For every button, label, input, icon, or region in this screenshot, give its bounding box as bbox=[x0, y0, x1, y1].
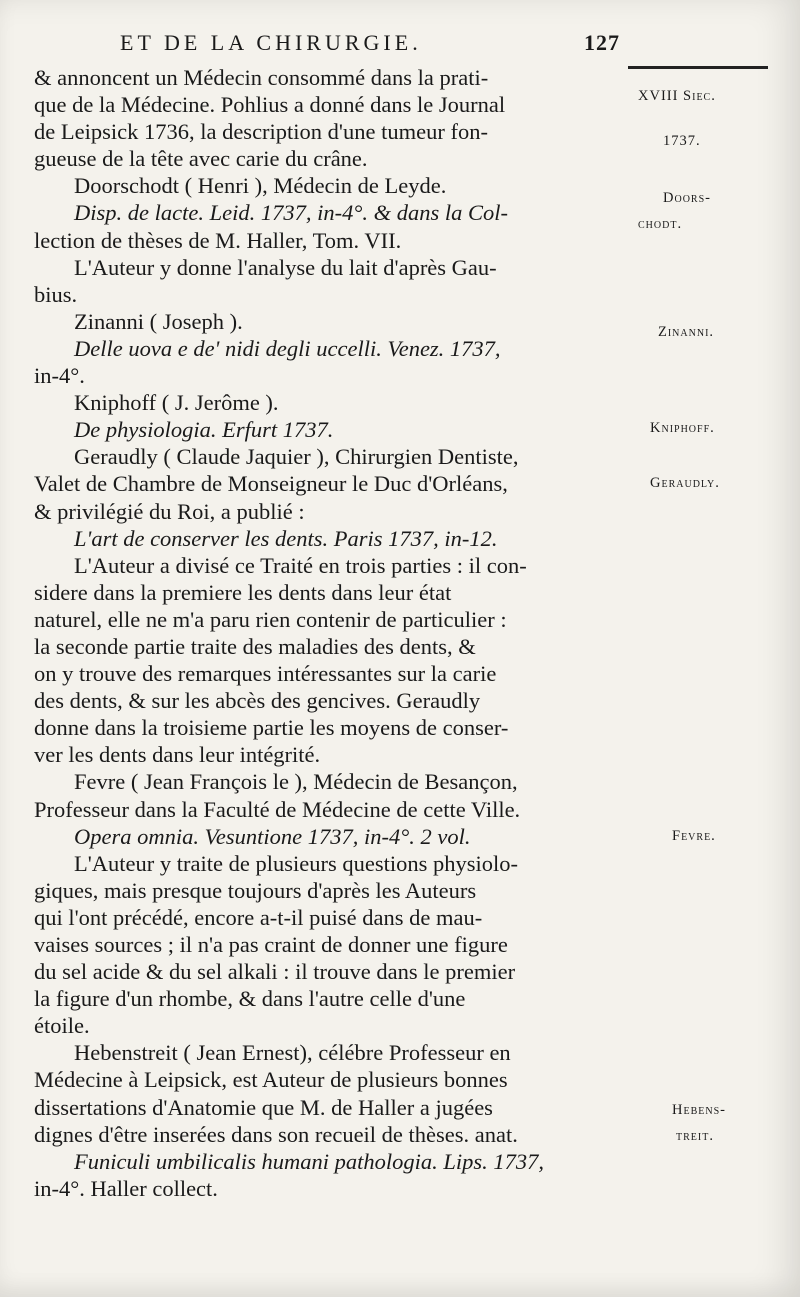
text-line: du sel acide & du sel alkali : il trouve dans le premier bbox=[34, 959, 516, 985]
text-line: naturel, elle ne m'a paru rien contenir de particulier : bbox=[34, 606, 507, 632]
text-line: bius. bbox=[34, 281, 78, 307]
text-line: dignes d'être inserées dans son recueil de thèses. anat. bbox=[34, 1121, 518, 1147]
text-line: in-4°. Haller collect. bbox=[34, 1175, 218, 1201]
text-line: & annoncent un Médecin consommé dans la prati- bbox=[34, 65, 489, 90]
text-line: L'Auteur a divisé ce Traité en trois parties : il con- bbox=[74, 552, 527, 578]
citation-line: Opera omnia. Vesuntione 1737, in-4°. 2 vol. bbox=[74, 823, 471, 849]
text-line: des dents, & sur les abcès des gencives. Geraudly bbox=[34, 688, 481, 714]
text-line: L'Auteur y donne l'analyse du lait d'après Gau- bbox=[74, 254, 497, 280]
margin-note: Fevre. bbox=[672, 828, 716, 844]
page-number: 127 bbox=[584, 30, 620, 55]
margin-note: 1737. bbox=[663, 133, 701, 149]
entry-heading-geraudly: Geraudly ( Claude Jaquier ), Chirurgien Dentiste, bbox=[74, 444, 519, 470]
text-line: de Leipsick 1736, la description d'une tumeur fon- bbox=[34, 119, 488, 145]
text-line: la figure d'un rhombe, & dans l'autre celle d'une bbox=[34, 986, 466, 1012]
running-title: ET DE LA CHIRURGIE. bbox=[120, 30, 422, 55]
text-line: la seconde partie traite des maladies des dents, & bbox=[34, 633, 476, 659]
citation-line: Funiculi umbilicalis humani pathologia. Lips. 1737, bbox=[74, 1148, 545, 1174]
text-line: vaises sources ; il n'a pas craint de donner une figure bbox=[34, 932, 508, 957]
entry-heading-zinanni: Zinanni ( Joseph ). bbox=[74, 308, 243, 334]
margin-note: Zinanni. bbox=[658, 324, 715, 340]
entry-heading-hebenstreit: Hebenstreit ( Jean Ernest), célébre Professeur en bbox=[74, 1040, 511, 1066]
margin-rule bbox=[628, 66, 768, 69]
text-line: L'Auteur y traite de plusieurs questions physiolo- bbox=[74, 850, 518, 876]
text-line: sidere dans la premiere les dents dans leur état bbox=[34, 579, 452, 605]
running-header bbox=[120, 30, 620, 56]
text-line: giques, mais presque toujours d'après les Auteurs bbox=[34, 877, 477, 903]
text-line: qui l'ont précédé, encore a-t-il puisé dans de mau- bbox=[34, 904, 483, 930]
citation-line: Disp. de lacte. Leid. 1737, in-4°. & dans la Col- bbox=[74, 200, 508, 226]
text-line: donne dans la troisieme partie les moyens de conser- bbox=[34, 715, 509, 741]
text-line: dissertations d'Anatomie que M. de Haller a jugées bbox=[34, 1094, 493, 1120]
citation-line: Delle uova e de' nidi degli uccelli. Venez. 1737, bbox=[74, 335, 501, 361]
text-line: gueuse de la tête avec carie du crâne. bbox=[34, 146, 368, 172]
text-line: Professeur dans la Faculté de Médecine de cette Ville. bbox=[34, 796, 521, 822]
text-line: étoile. bbox=[34, 1013, 90, 1039]
text-line: ver les dents dans leur intégrité. bbox=[34, 742, 321, 768]
text-line: on y trouve des remarques intéressantes sur la carie bbox=[34, 661, 497, 687]
margin-note: Hebens- bbox=[672, 1102, 726, 1118]
text-line: in-4°. bbox=[34, 363, 85, 389]
citation-line: De physiologia. Erfurt 1737. bbox=[74, 417, 334, 443]
margin-note: Doors- bbox=[663, 190, 711, 206]
entry-heading-fevre: Fevre ( Jean François le ), Médecin de Besançon, bbox=[74, 769, 518, 795]
text-line: Valet de Chambre de Monseigneur le Duc d'Orléans, bbox=[34, 471, 508, 497]
text-line: lection de thèses de M. Haller, Tom. VII. bbox=[34, 227, 402, 253]
margin-note: chodt. bbox=[638, 216, 683, 232]
margin-note: XVIII Siec. bbox=[638, 88, 716, 104]
text-line: & privilégié du Roi, a publié : bbox=[34, 498, 305, 524]
citation-line: L'art de conserver les dents. Paris 1737, in-12. bbox=[74, 525, 498, 551]
margin-note: treit. bbox=[676, 1128, 714, 1144]
margin-note: Geraudly. bbox=[650, 475, 720, 491]
entry-heading-doorschodt: Doorschodt ( Henri ), Médecin de Leyde. bbox=[74, 173, 447, 199]
margin-note: Kniphoff. bbox=[650, 420, 715, 436]
entry-heading-kniphoff: Kniphoff ( J. Jerôme ). bbox=[74, 390, 279, 416]
body-text bbox=[34, 64, 634, 1202]
text-line: Médecine à Leipsick, est Auteur de plusieurs bonnes bbox=[34, 1067, 508, 1093]
text-line: que de la Médecine. Pohlius a donné dans le Journal bbox=[34, 92, 506, 118]
